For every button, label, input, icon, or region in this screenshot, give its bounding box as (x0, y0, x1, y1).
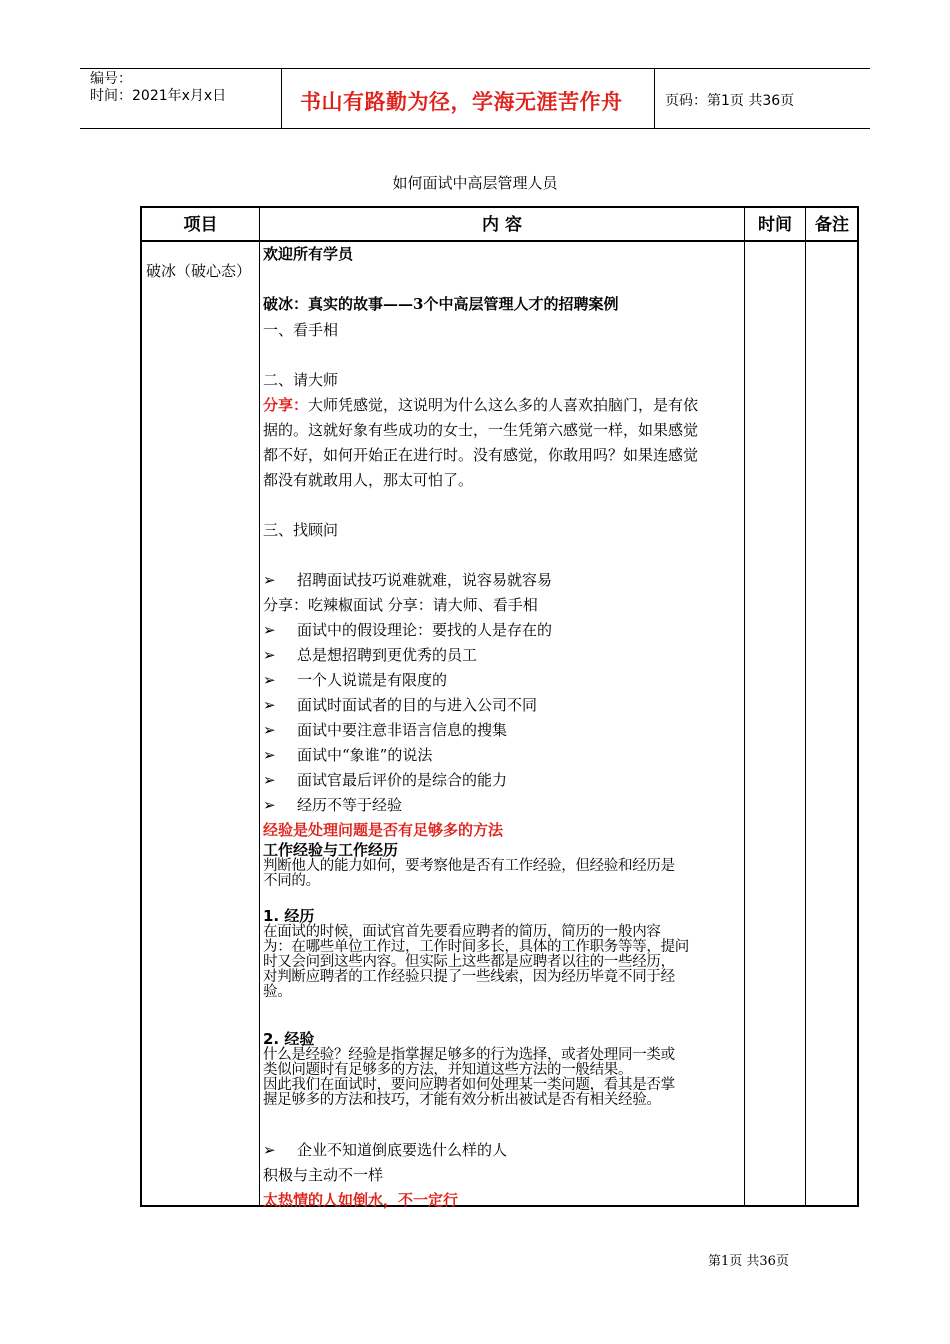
subheading-experience-record: 1. 经历 (263, 907, 315, 925)
header-motto: 书山有路勤为径，学海无涯苦作舟 (300, 90, 623, 114)
bullet-item (263, 645, 477, 665)
share-label: 分享： (263, 396, 309, 414)
active-line: 积极与主动不一样 (263, 1166, 384, 1184)
document-title: 如何面试中高层管理人员 (392, 174, 558, 192)
bullet-item (263, 695, 537, 715)
arrow-bullet-icon: ➢ (263, 746, 276, 764)
section-3: 三、找顾问 (263, 521, 339, 539)
arrow-bullet-icon: ➢ (263, 671, 276, 689)
experience-record-paragraph (263, 925, 745, 1000)
paragraph-line: 对判断应聘者的工作经验只提了一些线索，因为经历毕竟不同于经 (263, 969, 675, 985)
paragraph-line: 因此我们在面试时，要问应聘者如何处理某一类问题，看其是否掌 (263, 1077, 675, 1093)
share-paragraph-line-4: 都没有就敢用人，那太可怕了。 (263, 471, 474, 489)
share-paragraph-line-3: 都不好，如何开始正在进行时。没有感觉，你敢用吗？如果连感觉 (263, 446, 699, 464)
arrow-bullet-icon: ➢ (263, 771, 276, 789)
page-footer: 第1页 共36页 (708, 1254, 789, 1269)
arrow-bullet-icon: ➢ (263, 621, 276, 639)
col-divider-1 (259, 208, 260, 1205)
header-bottom-rule (80, 128, 870, 129)
paragraph-line: 时又会问到这些内容。但实际上这些都是应聘者以往的一些经历， (263, 954, 675, 970)
work-paragraph (263, 859, 745, 889)
share-text-1: 大师凭感觉，这说明为什么这么多的人喜欢拍脑门，是有依 (308, 396, 699, 414)
bullet-text: 企业不知道倒底要选什么样的人 (297, 1141, 508, 1159)
bullet-item (263, 570, 552, 590)
icebreak-line: 破冰：真实的故事——3个中高层管理人才的招聘案例 (263, 295, 619, 313)
paragraph-line: 为：在哪些单位工作过，工作时间多长，具体的工作职务等等，提问 (263, 939, 689, 955)
header-remark: 备注 (815, 215, 849, 235)
arrow-bullet-icon: ➢ (263, 1141, 276, 1159)
work-heading: 工作经验与工作经历 (263, 841, 399, 859)
work-paragraph-line: 判断他人的能力如何，要考察他是否有工作经验，但经验和经历是 (263, 858, 675, 874)
paragraph-line: 验。 (263, 984, 292, 1000)
serial-label: 编号： (90, 71, 132, 87)
share-paragraph-line-2: 据的。这就好象有些成功的女士，一生凭第六感觉一样，如果感觉 (263, 421, 699, 439)
section-2: 二、请大师 (263, 371, 339, 389)
bullet-item (263, 670, 447, 690)
date-label: 时间：2021年x月x日 (90, 88, 227, 104)
arrow-bullet-icon: ➢ (263, 571, 276, 589)
share-plain-line: 分享：吃辣椒面试 分享：请大师、看手相 (263, 596, 538, 614)
header-divider-right (654, 68, 655, 129)
bullet-text: 面试时面试者的目的与进入公司不同 (297, 696, 538, 714)
method-highlight: 经验是处理问题是否有足够多的方法 (263, 821, 504, 839)
arrow-bullet-icon: ➢ (263, 721, 276, 739)
header-top-rule (80, 68, 870, 69)
bullet-item (263, 620, 552, 640)
paragraph-line: 在面试的时候，面试官首先要看应聘者的简历，简历的一般内容 (263, 924, 661, 940)
header-item: 项目 (183, 215, 218, 235)
bullet-text: 经历不等于经验 (297, 796, 403, 814)
share-paragraph-line-1 (263, 395, 698, 415)
bullet-item (263, 795, 402, 815)
col-divider-3 (805, 208, 806, 1205)
header-time: 时间 (758, 215, 792, 235)
arrow-bullet-icon: ➢ (263, 646, 276, 664)
bullet-text: 面试官最后评价的是综合的能力 (297, 771, 508, 789)
paragraph-line: 什么是经验？经验是指掌握足够多的行为选择，或者处理同一类或 (263, 1047, 675, 1063)
bullet-text: 总是想招聘到更优秀的员工 (297, 646, 478, 664)
bullet-item (263, 745, 432, 765)
welcome-line: 欢迎所有学员 (263, 245, 354, 263)
header-page-info: 页码：第1页 共36页 (665, 93, 795, 109)
bullet-item (263, 1140, 507, 1160)
arrow-bullet-icon: ➢ (263, 696, 276, 714)
bullet-item (263, 770, 507, 790)
paragraph-line: 握足够多的方法和技巧，才能有效分析出被试是否有相关经验。 (263, 1092, 661, 1108)
content-table (140, 206, 859, 1207)
experience-paragraph (263, 1048, 745, 1108)
subheading-experience: 2. 经验 (263, 1030, 315, 1048)
bullet-item (263, 720, 507, 740)
paragraph-line: 类似问题时有足够多的方法，并知道这些方法的一般结果。 (263, 1062, 633, 1078)
bullet-text: 一个人说谎是有限度的 (297, 671, 448, 689)
bullet-text: 面试中“象谁”的说法 (297, 746, 433, 764)
bullet-text: 面试中要注意非语言信息的搜集 (297, 721, 508, 739)
bullet-text: 招聘面试技巧说难就难，说容易就容易 (297, 571, 553, 589)
work-paragraph-line: 不同的。 (263, 873, 320, 889)
header-divider-left (281, 68, 282, 129)
section-1: 一、看手相 (263, 321, 339, 339)
bullet-text: 面试中的假设理论：要找的人是存在的 (297, 621, 553, 639)
row-item-label: 破冰（破心态） (146, 262, 252, 280)
arrow-bullet-icon: ➢ (263, 796, 276, 814)
hot-highlight: 太热情的人如倒水，不一定行 (263, 1191, 459, 1209)
header-content: 内 容 (482, 215, 522, 235)
